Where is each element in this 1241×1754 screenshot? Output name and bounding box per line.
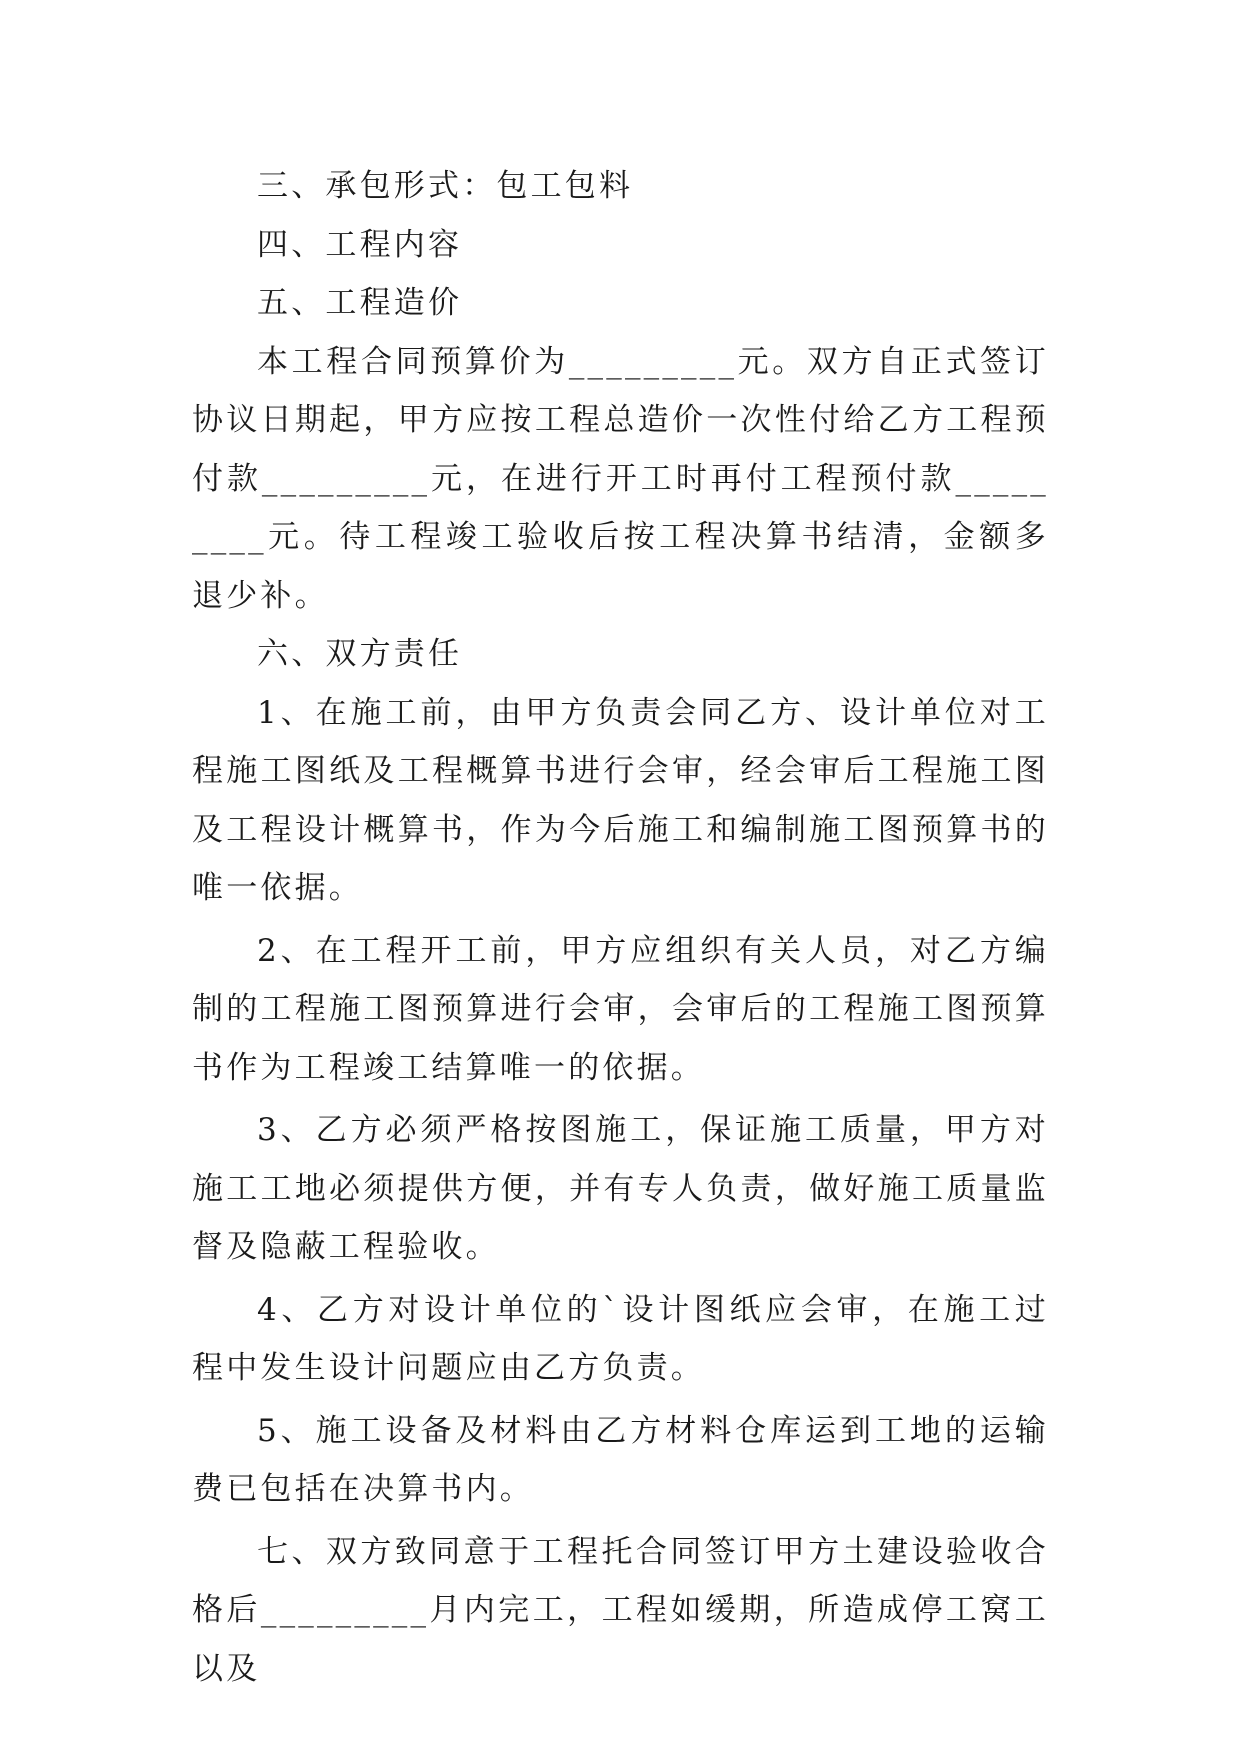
section-heading-project-content: 四、工程内容 [257,226,463,263]
paragraph-responsibility-2: 2、在工程开工前，甲方应组织有关人员，对乙方编制的工程施工图预算进行会审，会审后的工程施工图预算书作为工程竣工结算唯一的依据。 [192,932,1049,1086]
section-heading-contract-form: 三、承包形式：包工包料 [257,168,634,204]
paragraph-responsibility-1: 1、在施工前，由甲方负责会同乙方、设计单位对工程施工图纸及工程概算书进行会审，经会审后工程施工图及工程设计概算书，作为今后施工和编制施工图预算书的唯一依据。 [192,694,1049,906]
paragraph-responsibility-5: 5、施工设备及材料由乙方材料仓库运到工地的运输费已包括在决算书内。 [192,1412,1049,1507]
section-heading-project-cost: 五、工程造价 [257,285,463,321]
paragraph-section-7: 七、双方致同意于工程托合同签订甲方土建设验收合格后_________月内完工，工程如缓期，所造成停工窝工以及 [192,1533,1049,1687]
paragraph-responsibility-3: 3、乙方必须严格按图施工，保证施工质量，甲方对施工工地必须提供方便，并有专人负责，做好施工质量监督及隐蔽工程验收。 [192,1112,1049,1265]
paragraph-responsibility-4: 4、乙方对设计单位的`设计图纸应会审，在施工过程中发生设计问题应由乙方负责。 [192,1291,1049,1386]
section-heading-responsibilities: 六、双方责任 [257,636,463,672]
paragraph-budget-payment: 本工程合同预算价为_________元。双方自正式签订协议日期起，甲方应按工程总造价一次性付给乙方工程预付款_________元，在进行开工时再付工程预付款_________元。待工程竣工验收后按工程决算书结清，金额多退少补。 [192,343,1049,614]
